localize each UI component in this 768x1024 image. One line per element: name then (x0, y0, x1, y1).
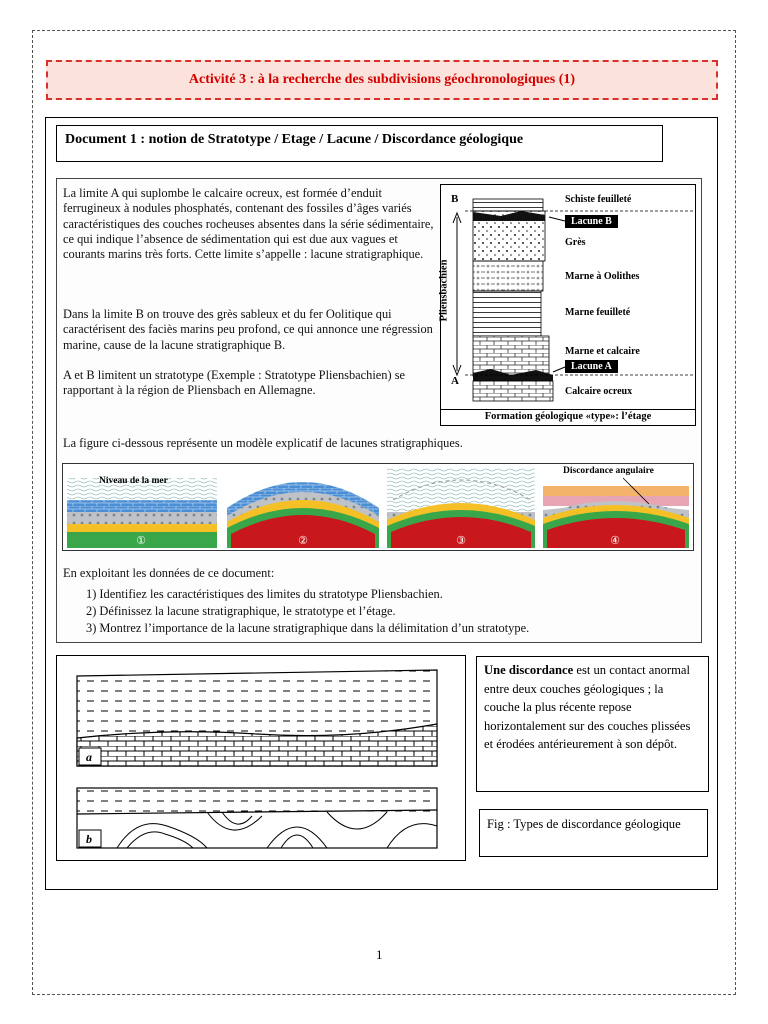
activity-title: Activité 3 : à la recherche des subdivisions géochronologiques (1) (188, 72, 576, 87)
boundary-a-label: A (451, 375, 459, 387)
paragraph-limite-b: Dans la limite B on trouve des grès sableux et du fer Oolitique qui caractérisent des faciès marins peu profond, ce qui annonce une régression marine, cause de la lacune stratigraphique B. (63, 307, 433, 352)
lacune-model-figure (62, 463, 694, 551)
discordance-label-a: a (86, 750, 92, 764)
layer-calcaire-ocreux: Calcaire ocreux (565, 386, 633, 397)
layer-marne-feuillete: Marne feuilleté (565, 307, 631, 318)
paragraph-stratotype: A et B limitent un stratotype (Exemple : Stratotype Pliensbachien) se rapportant à la région de Pliensbach en Allemagne. (63, 368, 406, 398)
lacune-b-tag: Lacune B (565, 215, 618, 228)
model-panel-4 (543, 468, 689, 548)
discordance-drawing (57, 656, 465, 860)
stratotype-figure (440, 184, 696, 426)
layer-marne-calcaire: Marne et calcaire (565, 346, 640, 357)
fig-caption: Fig : Types de discordance géologique (479, 809, 708, 857)
discordance-label-b: b (86, 832, 92, 846)
definition-term: Une discordance (484, 663, 574, 677)
page-number: 1 (376, 947, 383, 962)
model-step-3: ③ (456, 535, 466, 547)
boundary-b-label: B (451, 193, 459, 205)
pliensbachien-vertical-label: Pliensbachien (438, 259, 450, 322)
lacune-a-tag: Lacune A (565, 360, 618, 373)
model-step-2: ② (298, 535, 308, 547)
layer-schiste-feuillete: Schiste feuilleté (565, 194, 632, 205)
model-panel-3 (387, 468, 535, 548)
model-panel-2 (227, 468, 379, 548)
discordance-type-b (77, 788, 437, 848)
definition-text: est un contact anormal entre deux couches géologiques ; la couche la plus récente repose horizontalement sur des couches plissées et érodées antérieurement à son dépôt. (484, 663, 691, 751)
question-1: 1) Identifiez les caractéristiques des limites du stratotype Pliensbachien. (86, 587, 443, 601)
angular-discordance-label: Discordance angulaire (563, 466, 654, 476)
sea-level-label: Niveau de la mer (99, 476, 168, 486)
stratotype-caption: Formation géologique «type»: l’étage (441, 409, 695, 422)
discordance-definition (476, 656, 709, 792)
question-2: 2) Définissez la lacune stratigraphique, le stratotype et l’étage. (86, 604, 396, 618)
instructions-intro: En exploitant les données de ce document: (63, 566, 275, 580)
question-3: 3) Montrez l’importance de la lacune stratigraphique dans la délimitation d’un stratotype. (86, 621, 530, 635)
model-step-4: ④ (610, 535, 620, 547)
layer-gres: Grès (565, 237, 586, 248)
figure-intro: La figure ci-dessous représente un modèle explicatif de lacunes stratigraphiques. (63, 436, 463, 450)
model-step-1: ① (136, 535, 146, 547)
activity-title-banner (46, 60, 718, 100)
paragraph-limite-a: La limite A qui suplombe le calcaire ocreux, est formée d’enduit ferrugineux à nodules phosphatés, contenant des fossiles d’âges variés caractéristiques des couches rocheuses absentes dans la série sédimentaire, ce qui indique l’absence de sédimentation qui est due aux vagues et courants marins très forts. Cette limite s’appelle : lacune stratigraphique. (63, 186, 434, 262)
model-panel-1 (67, 478, 217, 548)
discordance-type-a (77, 670, 437, 766)
discordance-figure (56, 655, 466, 861)
layer-marne-oolithes: Marne à Oolithes (565, 271, 640, 282)
document-title: Document 1 : notion de Stratotype / Etage / Lacune / Discordance géologique (56, 125, 663, 162)
